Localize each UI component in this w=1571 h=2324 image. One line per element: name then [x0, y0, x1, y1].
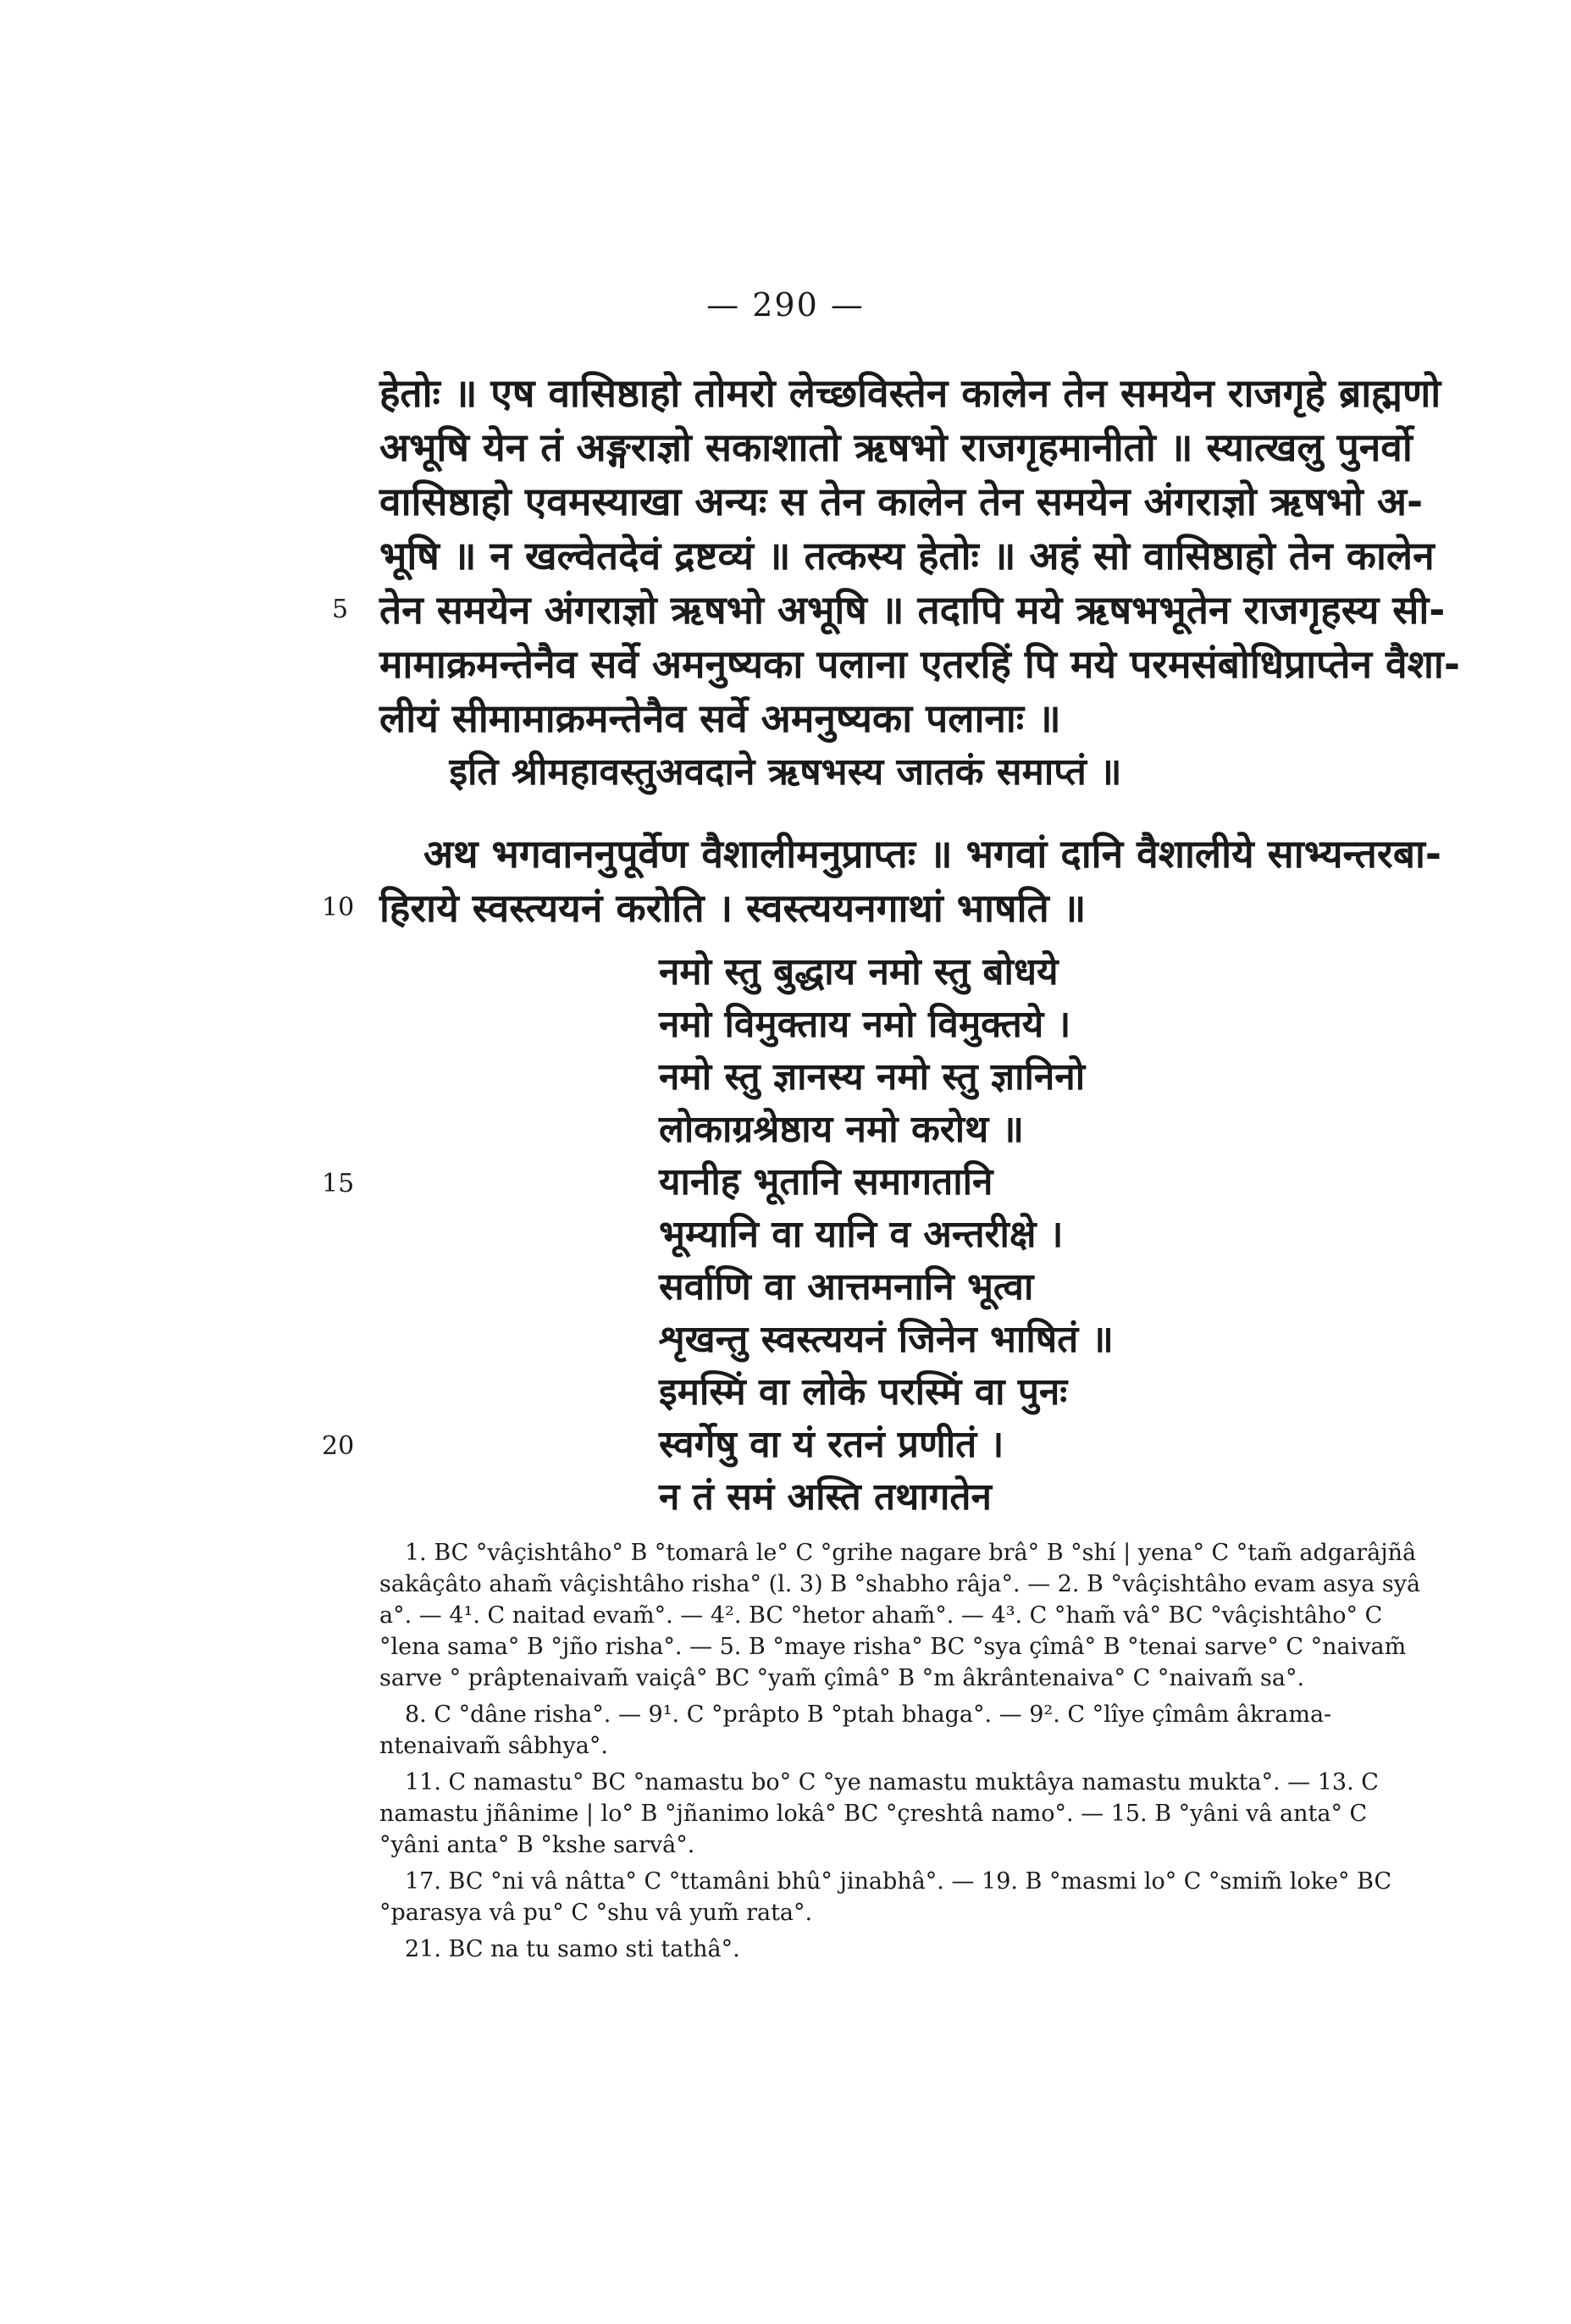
- prose-line: हिराये स्वस्त्ययनं करोति । स्वस्त्ययनगाथां भाषति ॥: [379, 885, 1087, 931]
- prose-line: अथ भगवाननुपूर्वेण वैशालीमनुप्राप्तः ॥ भगवां दानि वैशालीये साभ्यन्तरबा-: [423, 831, 1441, 877]
- prose-line: भूषि ॥ न खल्वेतदेवं द्रष्टव्यं ॥ तत्कस्य हेतोः ॥ अहं सो वासिष्ठाहो तेन कालेन: [379, 533, 1435, 578]
- footnote-line: 17. BC °ni vâ nâtta° C °ttamâni bhû° jinabhâ°. — 19. B °masmi lo° C °smim̃ loke° BC: [405, 1868, 1392, 1895]
- prose-line: लीयं सीमामाक्रमन्तेनैव सर्वे अमनुष्यका पलानाः ॥: [379, 695, 1061, 741]
- verse-line: यानीह भूतानि समागतानि: [659, 1160, 993, 1204]
- verse-line: भूम्यानि वा यानि व अन्तरीक्षे ।: [659, 1213, 1064, 1256]
- verse-line: सर्वाणि वा आत्तमनानि भूत्वा: [659, 1265, 1034, 1309]
- footnote: [379, 1699, 1480, 1762]
- footnote-line: °yâni anta° B °kshe sarvâ°.: [379, 1832, 695, 1858]
- footnote-line: sarve ° prâptenaivam̃ vaiçâ° BC °yam̃ çîmâ° B °m âkrântenaiva° C °naivam̃ sa°.: [379, 1665, 1305, 1691]
- footnote-line: °parasya vâ pu° C °shu vâ yum̃ rata°.: [379, 1900, 813, 1926]
- verse-line: स्वर्गेषु वा यं रतनं प्रणीतं ।: [659, 1423, 1004, 1466]
- colophon: इति श्रीमहावस्तुअवदाने ऋषभस्य जातकं समाप्तं ॥: [449, 750, 1122, 794]
- footnote-line: ntenaivam̃ sâbhya°.: [379, 1733, 608, 1759]
- footnote-line: namastu jñânime | lo° B °jñanimo lokâ° BC °çreshtâ namo°. — 15. B °yâni vâ anta° C: [379, 1801, 1368, 1827]
- verse-line: इमस्मिं वा लोके परस्मिं वा पुनः: [659, 1370, 1068, 1414]
- footnote: [379, 1537, 1480, 1694]
- line-number: 20: [322, 1431, 355, 1461]
- verse-line: लोकाग्रश्रेष्ठाय नमो करोथ ॥: [659, 1108, 1024, 1151]
- prose-line: हेतोः ॥ एष वासिष्ठाहो तोमरो लेच्छविस्तेन कालेन तेन समयेन राजगृहे ब्राह्मणो: [379, 370, 1441, 416]
- verse-line: न तं समं अस्ति तथागतेन: [659, 1475, 992, 1519]
- line-number: 5: [332, 595, 349, 624]
- verse-line: नमो स्तु बुद्धाय नमो स्तु बोधये: [659, 950, 1059, 993]
- page-number: — 290 —: [706, 286, 865, 324]
- prose-line: तेन समयेन अंगराज्ञो ऋषभो अभूषि ॥ तदापि मये ऋषभभूतेन राजगृहस्य सी-: [379, 587, 1446, 633]
- footnote-line: a°. — 4¹. C naitad evam̃°. — 4². BC °hetor aham̃°. — 4³. C °ham̃ vâ° BC °vâçishtâho° C: [379, 1602, 1383, 1629]
- verse-line: नमो विमुक्ताय नमो विमुक्तये ।: [659, 1003, 1071, 1046]
- footnote-line: °lena sama° B °jño risha°. — 5. B °maye risha° BC °sya çîmâ° B °tenai sarve° C °naivam̃: [379, 1634, 1407, 1660]
- verse-line: शृखन्तु स्वस्त्ययनं जिनेन भाषितं ॥: [659, 1318, 1114, 1361]
- footnote-line: 1. BC °vâçishtâho° B °tomarâ le° C °grihe nagare brâ° B °shí | yena° C °tam̃ adgarâjñâ: [405, 1540, 1417, 1566]
- verse-line: नमो स्तु ज्ञानस्य नमो स्तु ज्ञानिनो: [659, 1055, 1086, 1098]
- footnote: [379, 1934, 1480, 1965]
- footnote-line: 8. C °dâne risha°. — 9¹. C °prâpto B °ptah bhaga°. — 9². C °lîye çîmâm âkrama-: [405, 1702, 1332, 1728]
- prose-line: वासिष्ठाहो एवमस्याखा अन्यः स तेन कालेन तेन समयेन अंगराज्ञो ऋषभो अ-: [379, 479, 1424, 524]
- footnote-line: sakâçâto aham̃ vâçishtâho risha° (l. 3) B °shabho râja°. — 2. B °vâçishtâho evam asya syâ: [379, 1571, 1421, 1597]
- footnote: [379, 1866, 1480, 1928]
- footnote: [379, 1767, 1480, 1861]
- line-number: 10: [322, 893, 355, 922]
- line-number: 15: [322, 1169, 355, 1198]
- footnote-line: 21. BC na tu samo sti tathâ°.: [405, 1936, 740, 1962]
- footnote-line: 11. C namastu° BC °namastu bo° C °ye namastu muktâya namastu mukta°. — 13. C: [405, 1769, 1379, 1796]
- prose-line: मामाक्रमन्तेनैव सर्वे अमनुष्यका पलाना एतरहिं पि मये परमसंबोधिप्राप्तेन वैशा-: [379, 641, 1460, 687]
- prose-line: अभूषि येन तं अङ्गराज्ञो सकाशातो ऋषभो राजगृहमानीतो ॥ स्यात्खलु पुनर्वो: [379, 424, 1413, 470]
- footnotes: [379, 1537, 1480, 1970]
